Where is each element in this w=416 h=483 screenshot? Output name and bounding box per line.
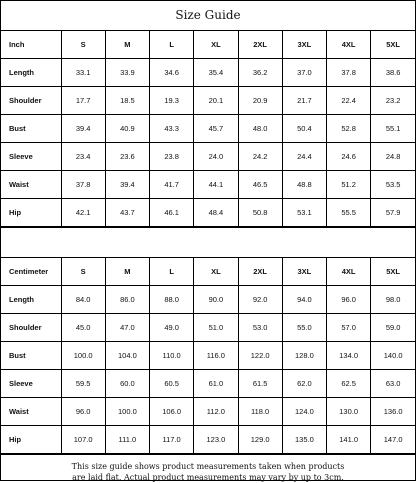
measurement-value: 57.0 (327, 314, 371, 342)
measurement-value: 45.7 (194, 115, 238, 143)
measurement-value: 117.0 (150, 426, 194, 454)
measurement-value: 55.5 (327, 199, 371, 227)
size-header: 5XL (371, 31, 415, 59)
measurement-value: 48.4 (194, 199, 238, 227)
measurement-value: 147.0 (371, 426, 415, 454)
measurement-value: 33.1 (61, 59, 105, 87)
measurement-value: 129.0 (238, 426, 282, 454)
measurement-value: 60.5 (150, 370, 194, 398)
measurement-value: 141.0 (327, 426, 371, 454)
measurement-value: 23.4 (61, 143, 105, 171)
measurement-value: 24.2 (238, 143, 282, 171)
table-row (1, 398, 415, 426)
table-row (1, 59, 415, 87)
measurement-value: 53.5 (371, 171, 415, 199)
size-header: XL (194, 258, 238, 286)
measurement-value: 37.8 (61, 171, 105, 199)
measurement-value: 128.0 (282, 342, 326, 370)
measurement-value: 48.8 (282, 171, 326, 199)
measurement-value: 62.5 (327, 370, 371, 398)
measurement-value: 134.0 (327, 342, 371, 370)
measurement-value: 122.0 (238, 342, 282, 370)
measurement-label: Length (1, 286, 61, 314)
cm-size-table (1, 258, 415, 454)
measurement-value: 23.8 (150, 143, 194, 171)
measurement-value: 23.6 (105, 143, 149, 171)
measurement-value: 37.0 (282, 59, 326, 87)
measurement-value: 34.6 (150, 59, 194, 87)
measurement-value: 107.0 (61, 426, 105, 454)
measurement-value: 41.7 (150, 171, 194, 199)
size-header: XL (194, 31, 238, 59)
measurement-label: Length (1, 59, 61, 87)
size-header: L (150, 31, 194, 59)
measurement-value: 45.0 (61, 314, 105, 342)
measurement-value: 38.6 (371, 59, 415, 87)
size-header: 4XL (327, 258, 371, 286)
measurement-value: 33.9 (105, 59, 149, 87)
table-row (1, 143, 415, 171)
measurement-label: Hip (1, 199, 61, 227)
measurement-value: 100.0 (61, 342, 105, 370)
measurement-value: 18.5 (105, 87, 149, 115)
table-row (1, 115, 415, 143)
measurement-label: Shoulder (1, 87, 61, 115)
size-header: 3XL (282, 258, 326, 286)
measurement-value: 61.0 (194, 370, 238, 398)
measurement-value: 22.4 (327, 87, 371, 115)
measurement-value: 57.9 (371, 199, 415, 227)
measurement-value: 24.4 (282, 143, 326, 171)
unit-label: Centimeter (1, 258, 61, 286)
measurement-value: 118.0 (238, 398, 282, 426)
table-spacer (1, 227, 415, 258)
measurement-note (1, 454, 415, 483)
measurement-value: 43.7 (105, 199, 149, 227)
size-header: 2XL (238, 258, 282, 286)
table-row (1, 342, 415, 370)
table-row (1, 426, 415, 454)
measurement-value: 37.8 (327, 59, 371, 87)
measurement-value: 59.5 (61, 370, 105, 398)
measurement-value: 46.5 (238, 171, 282, 199)
measurement-value: 24.0 (194, 143, 238, 171)
measurement-value: 55.1 (371, 115, 415, 143)
note-line: are laid flat. Actual product measurements may vary by up to 3cm. (72, 473, 344, 482)
measurement-value: 55.0 (282, 314, 326, 342)
measurement-label: Sleeve (1, 370, 61, 398)
measurement-value: 98.0 (371, 286, 415, 314)
measurement-value: 96.0 (327, 286, 371, 314)
measurement-value: 62.0 (282, 370, 326, 398)
measurement-value: 50.8 (238, 199, 282, 227)
measurement-value: 112.0 (194, 398, 238, 426)
measurement-value: 40.9 (105, 115, 149, 143)
measurement-value: 24.8 (371, 143, 415, 171)
measurement-value: 52.8 (327, 115, 371, 143)
size-header: 3XL (282, 31, 326, 59)
measurement-value: 88.0 (150, 286, 194, 314)
measurement-value: 23.2 (371, 87, 415, 115)
page-title: Size Guide (1, 1, 415, 31)
table-row (1, 286, 415, 314)
measurement-value: 92.0 (238, 286, 282, 314)
measurement-value: 42.1 (61, 199, 105, 227)
measurement-value: 130.0 (327, 398, 371, 426)
measurement-value: 50.4 (282, 115, 326, 143)
measurement-label: Waist (1, 171, 61, 199)
table-row (1, 171, 415, 199)
measurement-value: 100.0 (105, 398, 149, 426)
measurement-value: 61.5 (238, 370, 282, 398)
measurement-value: 48.0 (238, 115, 282, 143)
measurement-value: 53.1 (282, 199, 326, 227)
measurement-value: 136.0 (371, 398, 415, 426)
measurement-value: 140.0 (371, 342, 415, 370)
measurement-value: 21.7 (282, 87, 326, 115)
size-header: 4XL (327, 31, 371, 59)
size-header: 2XL (238, 31, 282, 59)
table-header-row (1, 31, 415, 59)
measurement-value: 111.0 (105, 426, 149, 454)
measurement-value: 44.1 (194, 171, 238, 199)
table-row (1, 199, 415, 227)
measurement-value: 104.0 (105, 342, 149, 370)
measurement-value: 20.9 (238, 87, 282, 115)
table-row (1, 87, 415, 115)
measurement-label: Waist (1, 398, 61, 426)
measurement-value: 123.0 (194, 426, 238, 454)
measurement-value: 135.0 (282, 426, 326, 454)
note-line: This size guide shows product measurements taken when products (71, 462, 345, 471)
measurement-value: 47.0 (105, 314, 149, 342)
measurement-label: Bust (1, 342, 61, 370)
size-header: S (61, 31, 105, 59)
table-row (1, 314, 415, 342)
measurement-value: 84.0 (61, 286, 105, 314)
measurement-value: 63.0 (371, 370, 415, 398)
measurement-value: 39.4 (105, 171, 149, 199)
measurement-value: 60.0 (105, 370, 149, 398)
measurement-label: Sleeve (1, 143, 61, 171)
measurement-value: 51.0 (194, 314, 238, 342)
measurement-value: 106.0 (150, 398, 194, 426)
measurement-value: 17.7 (61, 87, 105, 115)
measurement-value: 24.6 (327, 143, 371, 171)
measurement-value: 36.2 (238, 59, 282, 87)
measurement-value: 51.2 (327, 171, 371, 199)
measurement-value: 110.0 (150, 342, 194, 370)
measurement-value: 49.0 (150, 314, 194, 342)
measurement-value: 124.0 (282, 398, 326, 426)
unit-label: Inch (1, 31, 61, 59)
measurement-value: 90.0 (194, 286, 238, 314)
measurement-value: 20.1 (194, 87, 238, 115)
measurement-value: 96.0 (61, 398, 105, 426)
inch-size-table (1, 31, 415, 227)
table-header-row (1, 258, 415, 286)
measurement-value: 86.0 (105, 286, 149, 314)
measurement-label: Hip (1, 426, 61, 454)
measurement-value: 39.4 (61, 115, 105, 143)
size-header: L (150, 258, 194, 286)
measurement-value: 94.0 (282, 286, 326, 314)
measurement-label: Shoulder (1, 314, 61, 342)
measurement-value: 43.3 (150, 115, 194, 143)
measurement-value: 116.0 (194, 342, 238, 370)
size-header: M (105, 31, 149, 59)
measurement-value: 35.4 (194, 59, 238, 87)
measurement-label: Bust (1, 115, 61, 143)
measurement-value: 59.0 (371, 314, 415, 342)
size-header: 5XL (371, 258, 415, 286)
measurement-value: 19.3 (150, 87, 194, 115)
size-header: S (61, 258, 105, 286)
table-row (1, 370, 415, 398)
size-header: M (105, 258, 149, 286)
measurement-value: 46.1 (150, 199, 194, 227)
measurement-value: 53.0 (238, 314, 282, 342)
